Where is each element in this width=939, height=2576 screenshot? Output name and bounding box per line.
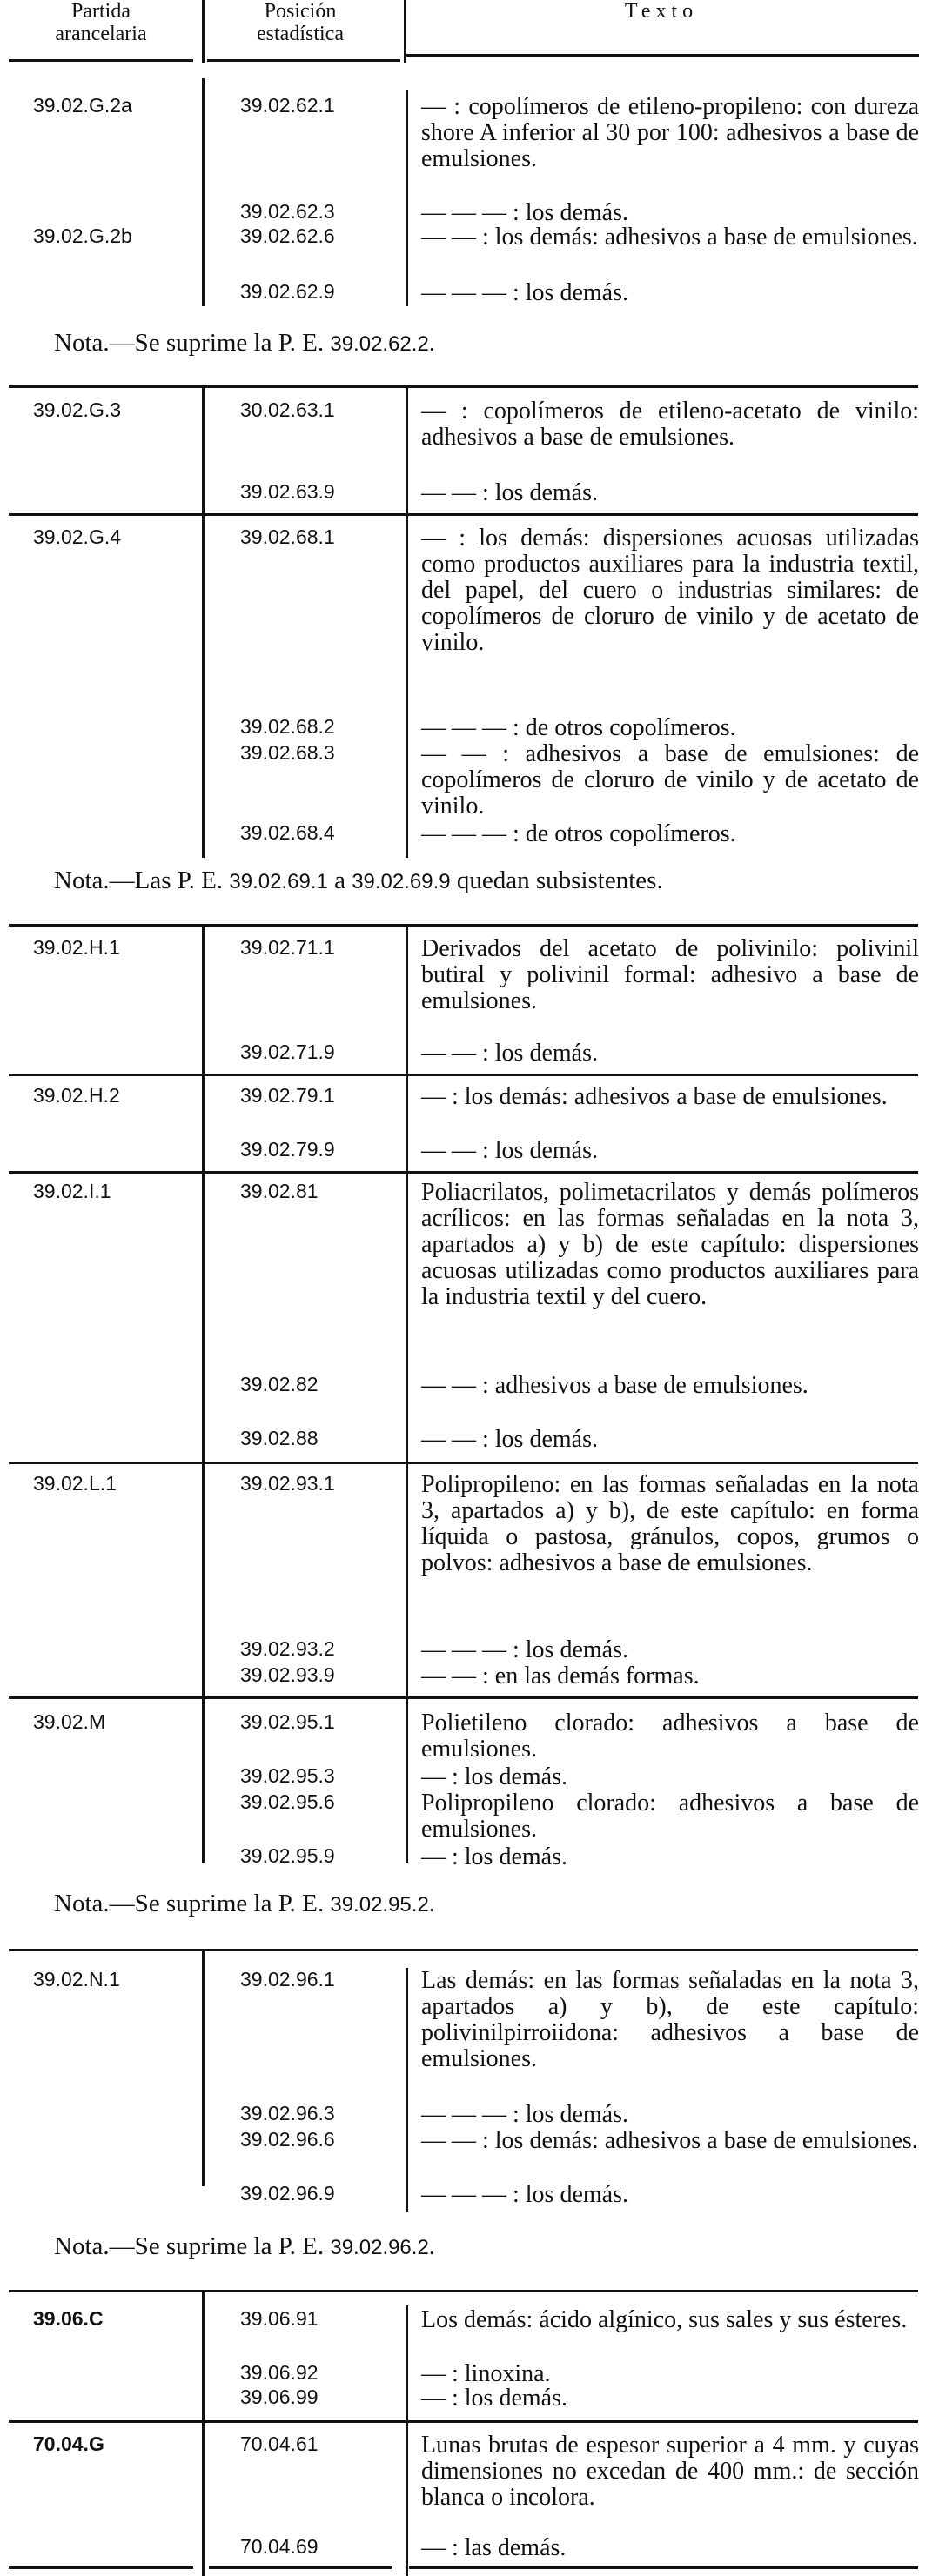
divider [202,78,205,306]
texto-cell: Las demás: en las formas señaladas en la nota 3, apartados a) y b), de este capítulo: polivinilpirroiidona: adhesivos a base de emulsiones. [421,1967,919,2072]
texto-cell: — — : adhesivos a base de emulsiones: de copolímeros de cloruro de vinilo y de acetato de vinilo. [421,740,919,820]
posicion-cell: 39.02.68.3 [240,741,335,764]
posicion-cell: 39.02.81 [240,1180,319,1202]
posicion-cell: 39.02.96.6 [240,2128,335,2151]
texto-cell: — — : los demás: adhesivos a base de emulsiones. [421,2127,918,2154]
texto-cell: Poliacrilatos, polimetacrilatos y demás polímeros acrílicos: en las formas señaladas en la nota 3, apartados a) y b) de este capítulo: dispersiones acuosas utilizadas como productos auxiliares para la industria textil y del cuero. [421,1179,919,1310]
note [54,2232,435,2261]
texto-cell: — — : los demás. [421,1137,598,1164]
texto-cell: — : los demás. [421,1843,567,1870]
posicion-cell: 30.02.63.1 [240,398,335,421]
divider [406,90,408,306]
posicion-cell: 39.02.68.1 [240,525,335,548]
texto-cell: — — — : de otros copolímeros. [421,820,736,847]
note-number: 39.02.96.2 [330,2236,429,2259]
posicion-cell: 39.06.91 [240,2307,319,2330]
note-label: Nota.—Se suprime la P. E. [54,2232,331,2260]
partida-cell: 39.06.C [33,2307,104,2330]
divider [202,927,205,1863]
section-rule [9,2290,918,2292]
texto-cell: — — — : los demás. [421,2181,628,2208]
row-rule [9,1462,918,1464]
section-rule [9,924,918,927]
texto-cell: — — : en las demás formas. [421,1663,700,1689]
table-end-rule [409,2566,918,2569]
posicion-cell: 39.02.95.3 [240,1764,335,1787]
header-partida: Partida arancelaria [55,0,147,45]
posicion-cell: 39.02.93.9 [240,1663,335,1686]
partida-cell: 39.02.M [33,1710,106,1733]
note [54,329,435,358]
texto-cell: — : las demás. [421,2534,567,2561]
texto-cell: Polipropileno clorado: adhesivos a base de emulsiones. [421,1790,919,1843]
posicion-cell: 39.02.68.4 [240,821,335,844]
posicion-cell: 39.02.96.1 [240,1968,335,1991]
partida-cell: 39.02.G.2b [33,224,132,247]
posicion-cell: 39.02.71.1 [240,936,335,959]
table-end-rule [9,2566,193,2569]
note-label: Nota.—Se suprime la P. E. [54,1890,331,1917]
texto-cell: — — — : los demás. [421,1636,628,1663]
posicion-cell: 39.02.62.3 [240,200,335,223]
row-rule [9,513,918,516]
posicion-cell: 39.02.88 [240,1427,319,1449]
table-header [0,0,939,61]
posicion-cell: 39.02.62.6 [240,224,335,247]
posicion-cell: 39.02.82 [240,1373,319,1395]
note-label: Nota.—Las P. E. [54,866,230,894]
note-tail: . [428,2232,436,2260]
partida-cell: 39.02.I.1 [33,1180,111,1202]
texto-cell: — : linoxina. [421,2360,551,2387]
posicion-cell: 39.02.95.6 [240,1790,335,1813]
header-posicion: Posición estadística [257,0,344,45]
texto-cell: — — — : los demás. [421,199,628,226]
posicion-cell: 39.02.79.9 [240,1138,335,1161]
note-number: 39.02.62.2 [330,332,429,356]
posicion-cell: 39.02.62.9 [240,280,335,303]
row-rule [9,1074,918,1076]
texto-cell: — — : adhesivos a base de emulsiones. [421,1372,808,1399]
partida-cell: 39.02.N.1 [33,1968,120,1991]
divider [406,2186,408,2212]
partida-cell: 70.04.G [33,2432,104,2455]
table-end-rule [209,2566,392,2569]
posicion-cell: 70.04.69 [240,2535,319,2558]
partida-cell: 39.02.G.3 [33,398,122,421]
note-number: 39.02.69.1 [229,870,328,893]
partida-cell: 39.02.G.2a [33,94,132,117]
posicion-cell: 39.02.95.1 [240,1710,335,1733]
posicion-cell: 39.02.62.1 [240,94,335,117]
divider [202,388,205,858]
texto-cell: — : los demás. [421,1763,567,1790]
note [54,866,663,895]
texto-cell: Lunas brutas de espesor superior a 4 mm. y cuyas dimensiones no excedan de 400 mm.: de sección blanca o incolora. [421,2432,919,2511]
posicion-cell: 70.04.61 [240,2432,319,2455]
row-rule [9,1171,918,1174]
texto-cell: — — — : de otros copolímeros. [421,714,736,741]
texto-cell: — : los demás. [421,2385,567,2412]
texto-cell: — — : los demás: adhesivos a base de emulsiones. [421,224,918,251]
partida-cell: 39.02.H.1 [33,936,120,959]
divider [406,2305,408,2576]
note-number: 39.02.95.2 [330,1893,429,1917]
partida-cell: 39.02.G.4 [33,525,122,548]
texto-cell: — — — : los demás. [421,279,628,306]
note-tail: . [428,1890,436,1917]
posicion-cell: 39.02.71.9 [240,1040,335,1063]
texto-cell: Derivados del acetato de polivinilo: polivinil butiral y polivinil formal: adhesivo a base de emulsiones. [421,935,919,1014]
note [54,1890,435,1918]
texto-cell: Los demás: ácido algínico, sus sales y sus ésteres. [421,2306,908,2333]
texto-cell: — — : los demás. [421,1426,598,1453]
divider [202,1951,205,2186]
partida-cell: 39.02.H.2 [33,1084,120,1107]
header-divider-1 [202,0,205,63]
texto-cell: — — : los demás. [421,1040,598,1067]
header-rule-3 [406,54,919,57]
posicion-cell: 39.02.93.2 [240,1637,335,1660]
posicion-cell: 39.06.92 [240,2361,319,2384]
partida-cell: 39.02.L.1 [33,1472,117,1495]
texto-cell: — : los demás: adhesivos a base de emulsiones. [421,1083,888,1110]
divider [406,927,408,1863]
note-tail: quedan subsistentes. [450,866,663,894]
posicion-cell: 39.02.93.1 [240,1472,335,1495]
texto-cell: — — : los demás. [421,479,598,506]
texto-cell: — : copolímeros de etileno-acetato de vinilo: adhesivos a base de emulsiones. [421,398,919,451]
posicion-cell: 39.02.79.1 [240,1084,335,1107]
section-rule [9,1949,918,1951]
texto-cell: Polipropileno: en las formas señaladas en la nota 3, apartados a) y b), de este capítulo: en forma líquida o pastosa, gránulos, copos, grumos o polvos: adhesivos a base de emulsiones. [421,1471,919,1576]
header-divider-2 [404,0,406,63]
posicion-cell: 39.02.68.2 [240,715,335,738]
header-texto: Texto [624,0,699,23]
posicion-cell: 39.02.95.9 [240,1844,335,1867]
row-rule [9,1696,918,1699]
divider [202,2292,205,2576]
note-mid: a [327,866,352,894]
texto-cell: — : copolímeros de etileno-propileno: con dureza shore A inferior al 30 por 100: adhesivos a base de emulsiones. [421,93,919,172]
divider [406,1968,408,2186]
note-tail: . [428,329,436,357]
note-label: Nota.—Se suprime la P. E. [54,329,331,357]
posicion-cell: 39.02.96.9 [240,2182,335,2205]
posicion-cell: 39.02.63.9 [240,480,335,503]
row-rule [9,2420,918,2423]
posicion-cell: 39.06.99 [240,2385,319,2408]
header-rule-1 [9,59,193,62]
divider [406,388,408,858]
header-rule-2 [207,59,400,62]
section-rule [9,385,918,388]
posicion-cell: 39.02.96.3 [240,2102,335,2124]
texto-cell: — : los demás: dispersiones acuosas utilizadas como productos auxiliares para la industria textil, del papel, del cuero o industrias similares: de copolímeros de cloruro de vinilo y de acetato de vinilo. [421,525,919,656]
texto-cell: — — — : los demás. [421,2101,628,2128]
note-number-2: 39.02.69.9 [352,870,451,893]
texto-cell: Polietileno clorado: adhesivos a base de emulsiones. [421,1710,919,1763]
